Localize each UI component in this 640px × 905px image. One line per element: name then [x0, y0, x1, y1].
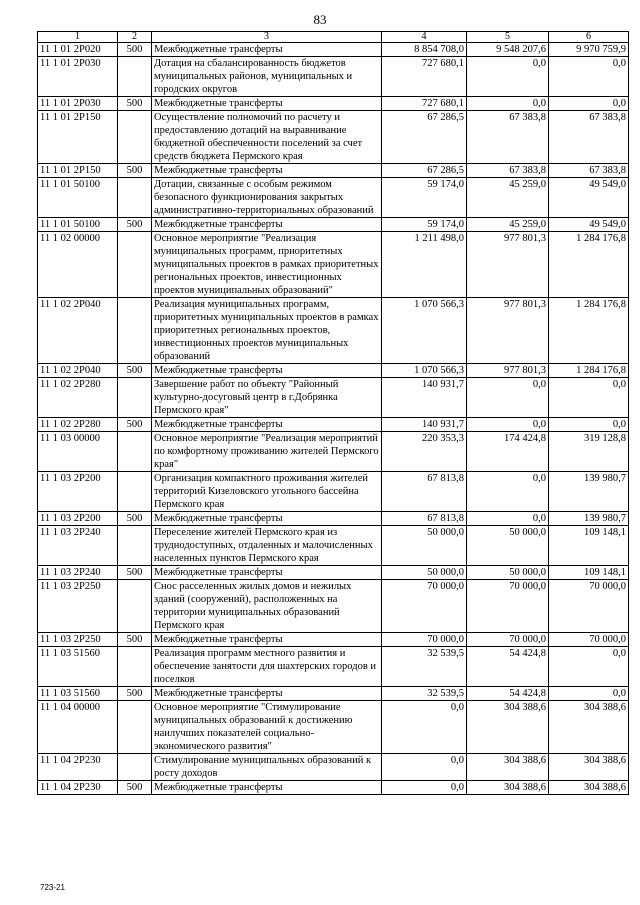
column-number: 4 — [382, 32, 467, 43]
expense-type-cell — [118, 232, 152, 298]
budget-code-cell: 11 1 01 50100 — [38, 218, 118, 232]
expense-type-cell — [118, 580, 152, 633]
amount-year3-cell: 319 128,8 — [549, 432, 629, 472]
item-name-cell: Межбюджетные трансферты — [152, 43, 382, 57]
amount-year2-cell: 67 383,8 — [467, 164, 549, 178]
amount-year3-cell: 304 388,6 — [549, 754, 629, 781]
table-row — [38, 178, 629, 218]
budget-code-cell: 11 1 03 2Р200 — [38, 472, 118, 512]
amount-year3-cell: 109 148,1 — [549, 526, 629, 566]
amount-year3-cell: 67 383,8 — [549, 111, 629, 164]
amount-year1-cell: 1 211 498,0 — [382, 232, 467, 298]
expense-type-cell — [118, 701, 152, 754]
table-row — [38, 580, 629, 633]
table-row — [38, 364, 629, 378]
expense-type-cell — [118, 432, 152, 472]
item-name-cell: Межбюджетные трансферты — [152, 218, 382, 232]
expense-type-cell — [118, 178, 152, 218]
budget-code-cell: 11 1 04 00000 — [38, 701, 118, 754]
table-row — [38, 298, 629, 364]
amount-year1-cell: 220 353,3 — [382, 432, 467, 472]
column-number: 3 — [152, 32, 382, 43]
table-row — [38, 633, 629, 647]
item-name-cell: Межбюджетные трансферты — [152, 781, 382, 795]
amount-year1-cell: 727 680,1 — [382, 57, 467, 97]
amount-year1-cell: 8 854 708,0 — [382, 43, 467, 57]
amount-year1-cell: 59 174,0 — [382, 178, 467, 218]
amount-year1-cell: 70 000,0 — [382, 633, 467, 647]
table-row — [38, 566, 629, 580]
expense-type-cell — [118, 472, 152, 512]
amount-year1-cell: 67 286,5 — [382, 111, 467, 164]
item-name-cell: Дотации, связанные с особым режимом безопасного функционирования закрытых административно-территориальных образований — [152, 178, 382, 218]
expense-type-cell: 500 — [118, 687, 152, 701]
table-row — [38, 526, 629, 566]
amount-year3-cell: 0,0 — [549, 687, 629, 701]
item-name-cell: Межбюджетные трансферты — [152, 512, 382, 526]
budget-code-cell: 11 1 03 2Р250 — [38, 580, 118, 633]
amount-year3-cell: 70 000,0 — [549, 633, 629, 647]
amount-year2-cell: 304 388,6 — [467, 701, 549, 754]
amount-year2-cell: 0,0 — [467, 472, 549, 512]
amount-year1-cell: 70 000,0 — [382, 580, 467, 633]
footer-code: 723-21 — [40, 883, 65, 892]
amount-year1-cell: 140 931,7 — [382, 378, 467, 418]
amount-year2-cell: 70 000,0 — [467, 580, 549, 633]
item-name-cell: Осуществление полномочий по расчету и предоставлению дотаций на выравнивание бюджетной обеспеченности поселений за счет средств бюджета Пермского края — [152, 111, 382, 164]
table-row — [38, 701, 629, 754]
amount-year3-cell: 1 284 176,8 — [549, 364, 629, 378]
expense-type-cell: 500 — [118, 164, 152, 178]
amount-year3-cell: 304 388,6 — [549, 701, 629, 754]
amount-year3-cell: 9 970 759,9 — [549, 43, 629, 57]
amount-year2-cell: 977 801,3 — [467, 232, 549, 298]
budget-code-cell: 11 1 01 2Р030 — [38, 57, 118, 97]
budget-code-cell: 11 1 02 2Р040 — [38, 364, 118, 378]
amount-year1-cell: 140 931,7 — [382, 418, 467, 432]
item-name-cell: Межбюджетные трансферты — [152, 97, 382, 111]
item-name-cell: Межбюджетные трансферты — [152, 164, 382, 178]
amount-year2-cell: 67 383,8 — [467, 111, 549, 164]
amount-year2-cell: 0,0 — [467, 97, 549, 111]
item-name-cell: Межбюджетные трансферты — [152, 418, 382, 432]
column-number: 5 — [467, 32, 549, 43]
budget-code-cell: 11 1 01 2Р020 — [38, 43, 118, 57]
budget-code-cell: 11 1 03 2Р200 — [38, 512, 118, 526]
budget-table — [37, 31, 629, 795]
item-name-cell: Межбюджетные трансферты — [152, 364, 382, 378]
expense-type-cell — [118, 57, 152, 97]
amount-year2-cell: 50 000,0 — [467, 526, 549, 566]
table-row — [38, 472, 629, 512]
expense-type-cell — [118, 647, 152, 687]
amount-year1-cell: 59 174,0 — [382, 218, 467, 232]
expense-type-cell: 500 — [118, 43, 152, 57]
budget-code-cell: 11 1 01 2Р150 — [38, 164, 118, 178]
table-row — [38, 218, 629, 232]
amount-year2-cell: 174 424,8 — [467, 432, 549, 472]
item-name-cell: Реализация муниципальных программ, приоритетных муниципальных проектов в рамках приоритетных региональных проектов, инвестиционных проектов муниципальных образований — [152, 298, 382, 364]
amount-year2-cell: 304 388,6 — [467, 754, 549, 781]
budget-code-cell: 11 1 02 2Р040 — [38, 298, 118, 364]
item-name-cell: Основное мероприятие "Стимулирование муниципальных образований к достижению наилучших показателей социально-экономического развития" — [152, 701, 382, 754]
amount-year3-cell: 0,0 — [549, 647, 629, 687]
amount-year1-cell: 0,0 — [382, 701, 467, 754]
amount-year1-cell: 727 680,1 — [382, 97, 467, 111]
expense-type-cell: 500 — [118, 781, 152, 795]
table-row — [38, 232, 629, 298]
table-row — [38, 43, 629, 57]
expense-type-cell: 500 — [118, 566, 152, 580]
amount-year2-cell: 0,0 — [467, 57, 549, 97]
amount-year3-cell: 49 549,0 — [549, 178, 629, 218]
amount-year3-cell: 1 284 176,8 — [549, 298, 629, 364]
amount-year1-cell: 50 000,0 — [382, 526, 467, 566]
expense-type-cell: 500 — [118, 218, 152, 232]
budget-code-cell: 11 1 01 2Р030 — [38, 97, 118, 111]
table-row — [38, 97, 629, 111]
column-number: 1 — [38, 32, 118, 43]
amount-year2-cell: 9 548 207,6 — [467, 43, 549, 57]
amount-year2-cell: 45 259,0 — [467, 218, 549, 232]
table-body — [38, 32, 629, 795]
expense-type-cell: 500 — [118, 633, 152, 647]
budget-code-cell: 11 1 01 2Р150 — [38, 111, 118, 164]
table-row — [38, 781, 629, 795]
amount-year1-cell: 1 070 566,3 — [382, 298, 467, 364]
budget-code-cell: 11 1 03 2Р240 — [38, 566, 118, 580]
amount-year2-cell: 0,0 — [467, 418, 549, 432]
amount-year3-cell: 0,0 — [549, 378, 629, 418]
amount-year3-cell: 1 284 176,8 — [549, 232, 629, 298]
amount-year1-cell: 67 813,8 — [382, 472, 467, 512]
expense-type-cell — [118, 298, 152, 364]
amount-year1-cell: 0,0 — [382, 754, 467, 781]
amount-year2-cell: 45 259,0 — [467, 178, 549, 218]
item-name-cell: Межбюджетные трансферты — [152, 687, 382, 701]
amount-year1-cell: 1 070 566,3 — [382, 364, 467, 378]
amount-year3-cell: 304 388,6 — [549, 781, 629, 795]
amount-year3-cell: 67 383,8 — [549, 164, 629, 178]
amount-year3-cell: 0,0 — [549, 57, 629, 97]
budget-code-cell: 11 1 01 50100 — [38, 178, 118, 218]
amount-year2-cell: 304 388,6 — [467, 781, 549, 795]
amount-year2-cell: 977 801,3 — [467, 298, 549, 364]
expense-type-cell — [118, 111, 152, 164]
budget-code-cell: 11 1 02 00000 — [38, 232, 118, 298]
budget-code-cell: 11 1 02 2Р280 — [38, 378, 118, 418]
item-name-cell: Организация компактного проживания жителей территорий Кизеловского угольного бассейна Пермского края — [152, 472, 382, 512]
table-row — [38, 754, 629, 781]
expense-type-cell: 500 — [118, 364, 152, 378]
amount-year2-cell: 0,0 — [467, 512, 549, 526]
item-name-cell: Завершение работ по объекту "Районный культурно-досуговый центр в г.Добрянка Пермского края" — [152, 378, 382, 418]
amount-year2-cell: 50 000,0 — [467, 566, 549, 580]
amount-year3-cell: 109 148,1 — [549, 566, 629, 580]
amount-year3-cell: 0,0 — [549, 97, 629, 111]
table-row — [38, 687, 629, 701]
column-number: 2 — [118, 32, 152, 43]
amount-year3-cell: 139 980,7 — [549, 472, 629, 512]
item-name-cell: Межбюджетные трансферты — [152, 566, 382, 580]
table-row — [38, 432, 629, 472]
amount-year3-cell: 139 980,7 — [549, 512, 629, 526]
item-name-cell: Основное мероприятие "Реализация мероприятий по комфортному проживанию жителей Пермского края" — [152, 432, 382, 472]
amount-year3-cell: 70 000,0 — [549, 580, 629, 633]
item-name-cell: Стимулирование муниципальных образований к росту доходов — [152, 754, 382, 781]
amount-year1-cell: 67 286,5 — [382, 164, 467, 178]
expense-type-cell: 500 — [118, 418, 152, 432]
item-name-cell: Реализация программ местного развития и обеспечение занятости для шахтерских городов и поселков — [152, 647, 382, 687]
budget-code-cell: 11 1 03 00000 — [38, 432, 118, 472]
amount-year2-cell: 70 000,0 — [467, 633, 549, 647]
amount-year1-cell: 0,0 — [382, 781, 467, 795]
amount-year2-cell: 54 424,8 — [467, 687, 549, 701]
amount-year2-cell: 0,0 — [467, 378, 549, 418]
amount-year1-cell: 50 000,0 — [382, 566, 467, 580]
table-row — [38, 378, 629, 418]
expense-type-cell — [118, 526, 152, 566]
table-row — [38, 647, 629, 687]
amount-year1-cell: 67 813,8 — [382, 512, 467, 526]
expense-type-cell: 500 — [118, 97, 152, 111]
table-row — [38, 512, 629, 526]
budget-code-cell: 11 1 02 2Р280 — [38, 418, 118, 432]
amount-year2-cell: 977 801,3 — [467, 364, 549, 378]
budget-code-cell: 11 1 03 2Р240 — [38, 526, 118, 566]
amount-year1-cell: 32 539,5 — [382, 647, 467, 687]
amount-year3-cell: 49 549,0 — [549, 218, 629, 232]
page-number: 83 — [313, 12, 327, 27]
column-number-row — [38, 32, 629, 43]
table-row — [38, 418, 629, 432]
item-name-cell: Основное мероприятие "Реализация муниципальных программ, приоритетных муниципальных проектов в рамках приоритетных региональных проектов, инвестиционных проектов муниципальных образований" — [152, 232, 382, 298]
expense-type-cell: 500 — [118, 512, 152, 526]
amount-year2-cell: 54 424,8 — [467, 647, 549, 687]
expense-type-cell — [118, 378, 152, 418]
budget-code-cell: 11 1 03 2Р250 — [38, 633, 118, 647]
table-row — [38, 164, 629, 178]
budget-code-cell: 11 1 03 51560 — [38, 647, 118, 687]
item-name-cell: Дотация на сбалансированность бюджетов муниципальных районов, муниципальных и городских округов — [152, 57, 382, 97]
budget-code-cell: 11 1 04 2Р230 — [38, 781, 118, 795]
amount-year1-cell: 32 539,5 — [382, 687, 467, 701]
item-name-cell: Переселение жителей Пермского края из труднодоступных, отдаленных и малочисленных населенных пунктов Пермского края — [152, 526, 382, 566]
item-name-cell: Снос расселенных жилых домов и нежилых зданий (сооружений), расположенных на территории муниципальных образований Пермского края — [152, 580, 382, 633]
budget-code-cell: 11 1 04 2Р230 — [38, 754, 118, 781]
table-row — [38, 111, 629, 164]
table-row — [38, 57, 629, 97]
expense-type-cell — [118, 754, 152, 781]
column-number: 6 — [549, 32, 629, 43]
amount-year3-cell: 0,0 — [549, 418, 629, 432]
item-name-cell: Межбюджетные трансферты — [152, 633, 382, 647]
budget-code-cell: 11 1 03 51560 — [38, 687, 118, 701]
